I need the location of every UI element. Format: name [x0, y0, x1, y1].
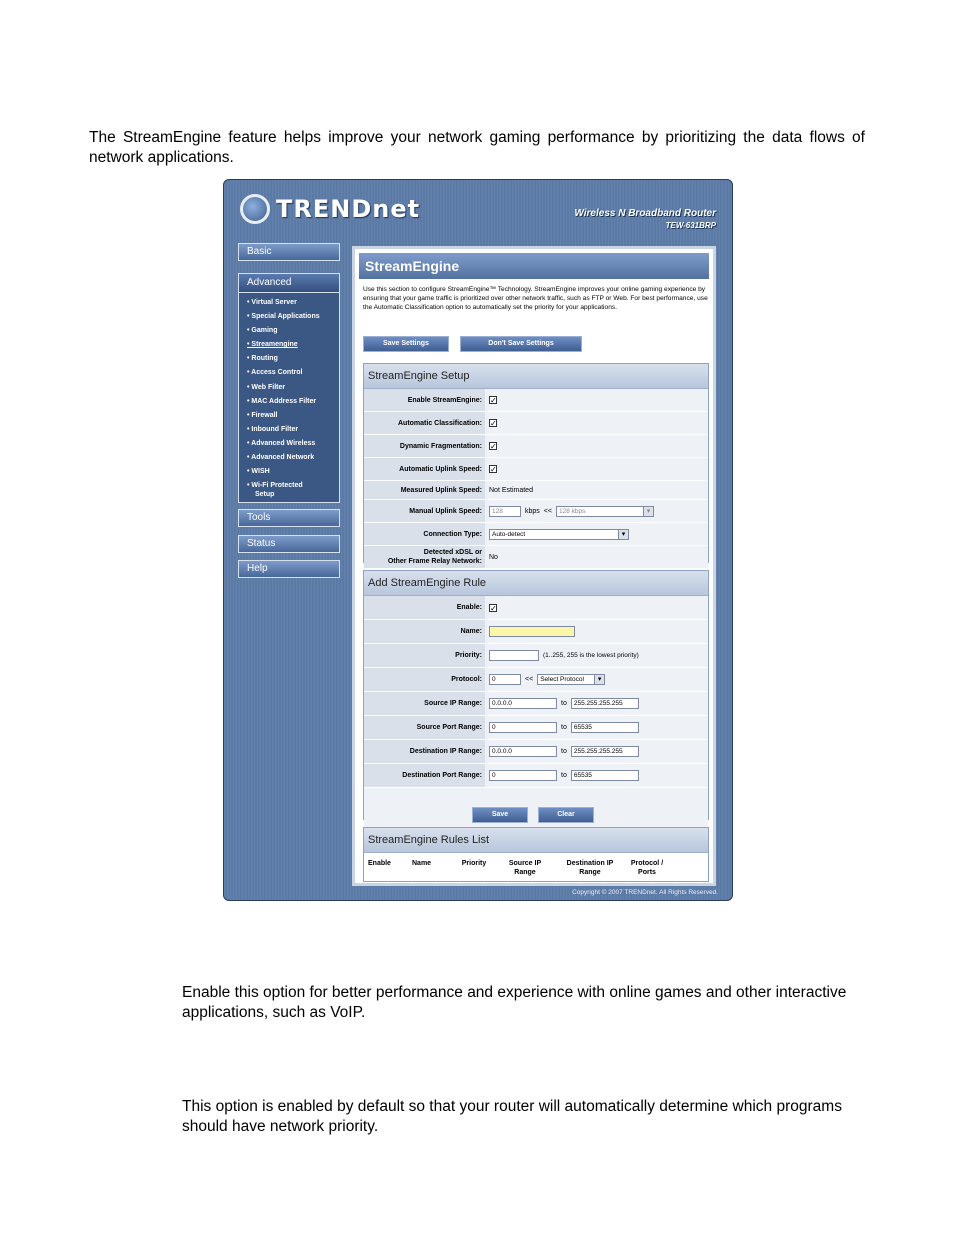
nav-wps-line1: Wi-Fi Protected — [251, 482, 303, 490]
rule-priority-input[interactable] — [489, 650, 539, 661]
page-title: StreamEngine — [359, 253, 709, 279]
dst-port-to-input[interactable]: 65535 — [571, 770, 639, 781]
rule-protocol-input[interactable]: 0 — [489, 674, 521, 685]
rule-row-dst-port — [364, 764, 708, 788]
setup-row-enable — [364, 389, 708, 412]
rules-list-section — [363, 827, 709, 882]
rules-list-title: StreamEngine Rules List — [364, 828, 708, 853]
rule-save-button[interactable]: Save — [472, 807, 528, 823]
add-rule-section — [363, 570, 709, 820]
dst-port-from-input[interactable]: 0 — [489, 770, 557, 781]
col-source-ip — [496, 859, 554, 877]
dst-ip-to-input[interactable]: 255.255.255.255 — [571, 746, 639, 757]
col-enable: Enable — [368, 860, 391, 867]
rule-clear-button[interactable]: Clear — [538, 807, 594, 823]
router-screenshot — [223, 179, 733, 901]
nav-inbound-filter[interactable]: • Inbound Filter — [239, 423, 339, 437]
rule-buttons-row — [364, 788, 708, 828]
rule-priority-hint: (1..255, 255 is the lowest priority) — [543, 652, 639, 659]
connection-type-label: Connection Type: — [364, 523, 485, 545]
auto-uplink-label: Automatic Uplink Speed: — [364, 458, 485, 480]
rule-row-priority — [364, 644, 708, 668]
rule-row-src-port — [364, 716, 708, 740]
nav-routing[interactable]: • Routing — [239, 352, 339, 366]
product-model: TEW-631BRP — [665, 221, 716, 230]
rule-name-input[interactable] — [489, 626, 575, 637]
dst-ip-from-input[interactable]: 0.0.0.0 — [489, 746, 557, 757]
rule-priority-label: Priority: — [364, 644, 485, 667]
xdsl-label-line2: Other Frame Relay Network: — [387, 558, 482, 565]
nav-advanced[interactable]: Advanced — [239, 274, 339, 293]
setup-section-title: StreamEngine Setup — [364, 364, 708, 389]
rule-name-label: Name: — [364, 620, 485, 643]
xdsl-label — [364, 546, 485, 568]
nav-advanced-network[interactable]: • Advanced Network — [239, 451, 339, 465]
manual-arrows: << — [543, 507, 552, 515]
nav-web-filter[interactable]: • Web Filter — [239, 381, 339, 395]
rule-row-protocol — [364, 668, 708, 692]
rule-protocol-label: Protocol: — [364, 668, 485, 691]
xdsl-label-line1: Detected xDSL or — [423, 549, 482, 556]
src-ip-label: Source IP Range: — [364, 692, 485, 715]
dst-port-label: Destination Port Range: — [364, 764, 485, 787]
trendnet-logo-icon — [240, 194, 270, 224]
rule-protocol-select[interactable]: Select Protocol ▾ — [537, 674, 605, 685]
nav-wish[interactable]: • WISH — [239, 465, 339, 479]
dst-ip-label: Destination IP Range: — [364, 740, 485, 763]
dst-ip-to-label: to — [561, 748, 567, 755]
nav-mac-address-filter[interactable]: • MAC Address Filter — [239, 395, 339, 409]
src-port-to-label: to — [561, 724, 567, 731]
rule-row-dst-ip — [364, 740, 708, 764]
col-source-ip-line1: Source IP — [508, 860, 542, 867]
nav-wps-line2: Setup — [255, 491, 275, 499]
intro-paragraph: The StreamEngine feature helps improve your network gaming performance by prioritizing the data flows of network applications. — [89, 129, 865, 166]
setup-row-dyn-frag — [364, 435, 708, 458]
col-priority: Priority — [461, 860, 487, 867]
nav-wps[interactable] — [239, 479, 339, 501]
page-description: Use this section to configure StreamEngine™ Technology. StreamEngine improves your online gaming experience by ensuring that your game traffic is prioritized over other network traffic, such as FTP or Web. For best performance, use the Automatic Classification option to automatically set the priority for your applications. — [363, 286, 708, 311]
auto-classification-label: Automatic Classification: — [364, 412, 485, 434]
auto-classification-description: This option is enabled by default so that your router will automatically determine which programs should have network priority. — [182, 1098, 842, 1135]
nav-special-applications[interactable]: • Special Applications — [239, 310, 339, 324]
setup-row-auto-uplink — [364, 458, 708, 481]
rule-section-title: Add StreamEngine Rule — [364, 571, 708, 596]
col-destination-ip-line1: Destination IP — [566, 860, 614, 867]
save-settings-button[interactable]: Save Settings — [363, 336, 449, 352]
setup-row-manual — [364, 500, 708, 523]
setup-row-xdsl — [364, 546, 708, 569]
product-name — [574, 208, 716, 232]
src-port-label: Source Port Range: — [364, 716, 485, 739]
nav-tools[interactable]: Tools — [238, 509, 340, 527]
setup-row-auto-class — [364, 412, 708, 435]
measured-uplink-value: Not Estimated — [489, 486, 533, 494]
rule-protocol-arrows: << — [525, 676, 534, 683]
manual-uplink-select[interactable]: 128 kbps ▾ — [556, 506, 654, 517]
enable-streamengine-label: Enable StreamEngine: — [364, 389, 485, 411]
dont-save-settings-button[interactable]: Don't Save Settings — [460, 336, 582, 352]
col-name: Name — [412, 860, 432, 867]
col-protocol-line2: Ports — [638, 869, 656, 876]
xdsl-value: No — [489, 553, 498, 561]
streamengine-enable-description: Enable this option for better performance and experience with online games and other interactive applications, such as VoIP. — [182, 984, 847, 1021]
src-ip-to-label: to — [561, 700, 567, 707]
col-destination-ip-line2: Range — [579, 869, 601, 876]
src-port-to-input[interactable]: 65535 — [571, 722, 639, 733]
setup-row-connection — [364, 523, 708, 546]
router-header — [234, 186, 722, 238]
nav-firewall[interactable]: • Firewall — [239, 409, 339, 423]
connection-type-select[interactable]: Auto-detect ▾ — [489, 529, 629, 540]
nav-streamengine[interactable]: • Streamengine — [239, 338, 339, 352]
kbps-label: kbps — [525, 507, 540, 515]
rule-enable-label: Enable: — [364, 596, 485, 619]
nav-gaming[interactable]: • Gaming — [239, 324, 339, 338]
nav-basic[interactable]: Basic — [238, 243, 340, 261]
src-port-from-input[interactable]: 0 — [489, 722, 557, 733]
copyright-text: Copyright © 2007 TRENDnet. All Rights Reserved. — [572, 889, 718, 896]
streamengine-setup-section — [363, 363, 709, 563]
rule-row-name — [364, 620, 708, 644]
product-title: Wireless N Broadband Router — [574, 208, 716, 219]
rules-list-header — [364, 853, 708, 881]
rule-row-enable — [364, 596, 708, 620]
measured-uplink-label: Measured Uplink Speed: — [364, 481, 485, 499]
src-ip-from-input[interactable]: 0.0.0.0 — [489, 698, 557, 709]
nav-access-control[interactable]: • Access Control — [239, 366, 339, 380]
enable-streamengine-checkbox[interactable]: ✓ — [490, 396, 497, 405]
col-source-ip-line2: Range — [514, 869, 536, 876]
nav-help[interactable]: Help — [238, 560, 340, 578]
manual-uplink-input[interactable]: 128 — [489, 506, 521, 517]
dynamic-fragmentation-checkbox[interactable]: ✓ — [490, 442, 497, 451]
nav-advanced-panel — [238, 273, 340, 503]
manual-uplink-label: Manual Uplink Speed: — [364, 500, 485, 522]
setup-row-measured — [364, 481, 708, 500]
nav-status[interactable]: Status — [238, 535, 340, 553]
dynamic-fragmentation-label: Dynamic Fragmentation: — [364, 435, 485, 457]
trendnet-logo: TRENDnet — [276, 195, 421, 223]
dst-port-to-label: to — [561, 772, 567, 779]
col-protocol-line1: Protocol / — [630, 860, 664, 867]
col-destination-ip — [554, 859, 626, 877]
src-ip-to-input[interactable]: 255.255.255.255 — [571, 698, 639, 709]
main-content — [352, 246, 716, 886]
auto-uplink-checkbox[interactable]: ✓ — [490, 465, 497, 474]
rule-enable-checkbox[interactable]: ✓ — [490, 603, 497, 613]
rule-row-src-ip — [364, 692, 708, 716]
nav-virtual-server[interactable]: • Virtual Server — [239, 296, 339, 310]
col-protocol — [626, 859, 668, 877]
auto-classification-checkbox[interactable]: ✓ — [490, 419, 497, 428]
nav-advanced-wireless[interactable]: • Advanced Wireless — [239, 437, 339, 451]
